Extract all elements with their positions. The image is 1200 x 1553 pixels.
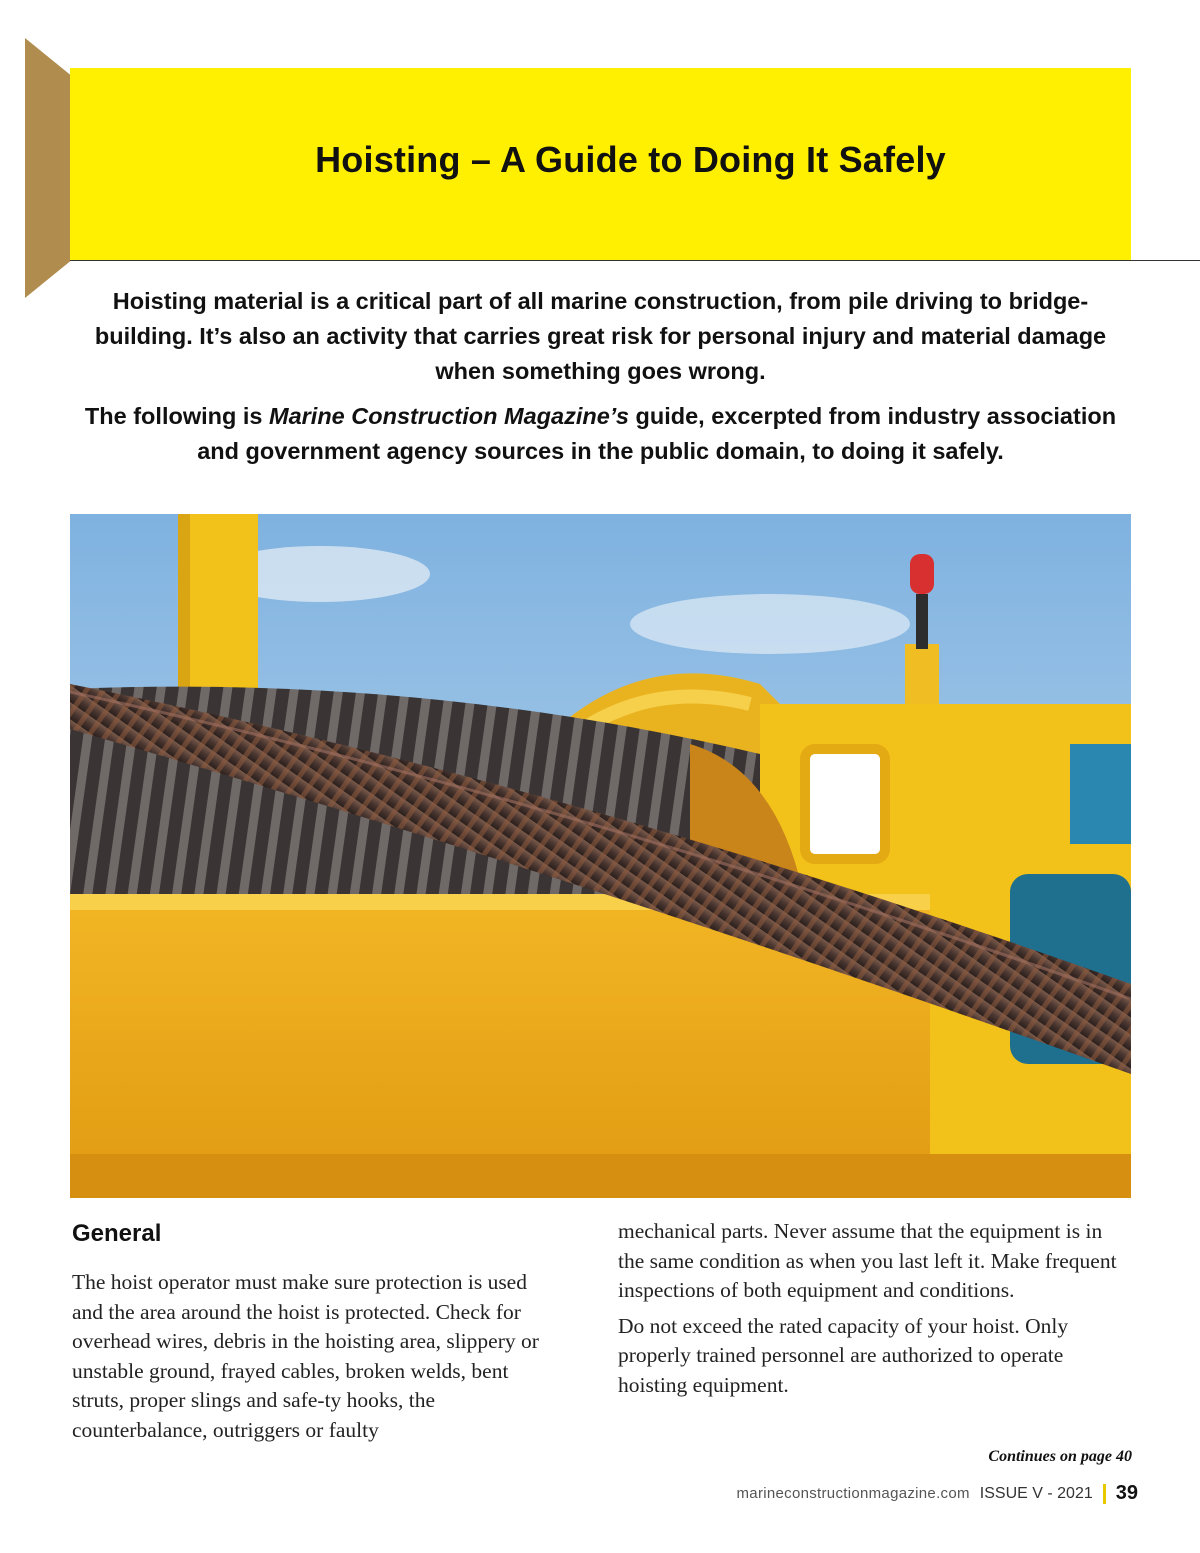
left-column	[72, 1218, 557, 1445]
page-number: 39	[1115, 1482, 1138, 1504]
right-column	[618, 1217, 1133, 1406]
footer-divider	[1103, 1484, 1106, 1504]
left-paragraph: The hoist operator must make sure protection is used and the area around the hoist is protected. Check for overhead wires, debris in the hoisting area, slippery or unstable ground, frayed cables, broken welds, bent struts, proper slings and safe-ty hooks, the counterbalance, outriggers or faulty	[72, 1270, 539, 1442]
intro-block	[70, 284, 1131, 479]
right-paragraph-1: mechanical parts. Never assume that the equipment is in the same condition as when you last left it. Make frequent inspections of both equipment and conditions.	[618, 1219, 1117, 1302]
section-heading-general: General	[72, 1220, 162, 1247]
hoist-cable-drum-icon	[70, 514, 1131, 1198]
header-rule	[70, 260, 1200, 261]
continues-link[interactable]: Continues on page 40	[988, 1448, 1132, 1465]
footer-issue: ISSUE V - 2021	[979, 1484, 1093, 1502]
intro-p2-after: guide, excerpted from industry association and government agency sources in the public domain, to doing it safely.	[197, 403, 1117, 464]
footer-site[interactable]: marineconstructionmagazine.com	[736, 1485, 970, 1502]
intro-paragraph-2	[70, 399, 1131, 469]
intro-p2-before: The following is	[84, 403, 269, 429]
magazine-name: Marine Construction Magazine’s	[269, 403, 629, 429]
page-title: Hoisting – A Guide to Doing It Safely	[315, 139, 946, 180]
hoist-cable-photo	[70, 514, 1131, 1198]
intro-paragraph-1: Hoisting material is a critical part of all marine construction, from pile driving to bridge-building. It’s also an activity that carries great risk for personal injury and material damage when something goes wrong.	[94, 288, 1107, 384]
page-footer	[737, 1482, 1138, 1505]
title-banner	[70, 68, 1131, 260]
right-paragraph-2: Do not exceed the rated capacity of your hoist. Only properly trained personnel are authorized to operate hoisting equipment.	[618, 1313, 1069, 1397]
